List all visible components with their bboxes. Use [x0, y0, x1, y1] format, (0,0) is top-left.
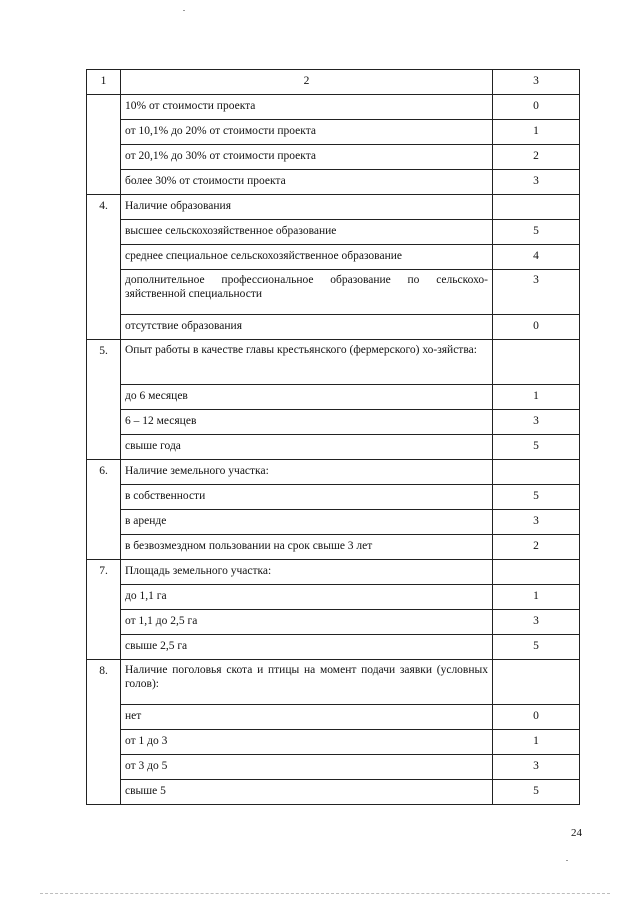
table-row [87, 385, 580, 410]
score-cell: 3 [493, 510, 580, 535]
scan-speck [566, 860, 568, 861]
criterion-text: от 3 до 5 [121, 755, 493, 780]
table-row [87, 270, 580, 315]
criterion-title: Наличие поголовья скота и птицы на момент подачи заявки (условных голов): [121, 660, 493, 705]
criterion-title: Наличие земельного участка: [121, 460, 493, 485]
section-row [87, 660, 580, 705]
score-cell: 1 [493, 120, 580, 145]
criterion-text: высшее сельскохозяйственное образование [121, 220, 493, 245]
criterion-text: до 6 месяцев [121, 385, 493, 410]
score-cell: 5 [493, 635, 580, 660]
score-cell: 3 [493, 755, 580, 780]
score-cell: 1 [493, 730, 580, 755]
table-row [87, 635, 580, 660]
header-col-3: 3 [493, 70, 580, 95]
criterion-text: от 1,1 до 2,5 га [121, 610, 493, 635]
header-col-2: 2 [121, 70, 493, 95]
score-cell: 5 [493, 780, 580, 805]
score-cell [493, 560, 580, 585]
section-row [87, 340, 580, 385]
table-row [87, 315, 580, 340]
criterion-text: в безвозмездном пользовании на срок свыше 3 лет [121, 535, 493, 560]
criterion-title: Опыт работы в качестве главы крестьянского (фермерского) хо-зяйства: [121, 340, 493, 385]
row-number-cell: 6. [87, 460, 121, 560]
score-cell: 0 [493, 95, 580, 120]
score-cell: 5 [493, 435, 580, 460]
criterion-text: в собственности [121, 485, 493, 510]
table-row [87, 585, 580, 610]
score-cell: 0 [493, 315, 580, 340]
section-row [87, 195, 580, 220]
criterion-text: от 10,1% до 20% от стоимости проекта [121, 120, 493, 145]
table-row [87, 145, 580, 170]
score-cell: 3 [493, 610, 580, 635]
criterion-text: свыше года [121, 435, 493, 460]
table-row [87, 435, 580, 460]
score-cell: 2 [493, 145, 580, 170]
criterion-text: 6 – 12 месяцев [121, 410, 493, 435]
row-number-cell: 4. [87, 195, 121, 340]
criterion-text: более 30% от стоимости проекта [121, 170, 493, 195]
criterion-text: нет [121, 705, 493, 730]
criterion-title: Наличие образования [121, 195, 493, 220]
criteria-table [86, 69, 580, 805]
criterion-text: в аренде [121, 510, 493, 535]
criterion-text: свыше 2,5 га [121, 635, 493, 660]
table-row [87, 730, 580, 755]
criterion-text: от 1 до 3 [121, 730, 493, 755]
section-row [87, 460, 580, 485]
criterion-text: дополнительное профессиональное образование по сельскохо-зяйственной специальности [121, 270, 493, 315]
criterion-text: отсутствие образования [121, 315, 493, 340]
score-cell [493, 660, 580, 705]
criterion-text: 10% от стоимости проекта [121, 95, 493, 120]
table-row [87, 410, 580, 435]
scan-speck [183, 10, 185, 11]
criterion-text: до 1,1 га [121, 585, 493, 610]
page-number: 24 [571, 827, 582, 839]
table-row [87, 610, 580, 635]
criterion-text: среднее специальное сельскохозяйственное образование [121, 245, 493, 270]
table-row [87, 780, 580, 805]
score-cell [493, 460, 580, 485]
table-row [87, 120, 580, 145]
table-row [87, 95, 580, 120]
scan-bottom-edge [40, 893, 610, 895]
criterion-text: свыше 5 [121, 780, 493, 805]
table-row [87, 535, 580, 560]
row-number-cell: 5. [87, 340, 121, 460]
table-row [87, 510, 580, 535]
score-cell: 4 [493, 245, 580, 270]
criterion-text: от 20,1% до 30% от стоимости проекта [121, 145, 493, 170]
row-number-cell: 8. [87, 660, 121, 805]
table-row [87, 705, 580, 730]
section-row [87, 560, 580, 585]
score-cell: 0 [493, 705, 580, 730]
score-cell: 2 [493, 535, 580, 560]
criterion-title: Площадь земельного участка: [121, 560, 493, 585]
score-cell [493, 340, 580, 385]
score-cell: 5 [493, 485, 580, 510]
score-cell: 3 [493, 170, 580, 195]
table-row [87, 220, 580, 245]
score-cell [493, 195, 580, 220]
table-row [87, 170, 580, 195]
table-row [87, 485, 580, 510]
row-number-cell: 7. [87, 560, 121, 660]
table-header-row [87, 70, 580, 95]
score-cell: 1 [493, 385, 580, 410]
score-cell: 3 [493, 270, 580, 315]
score-cell: 3 [493, 410, 580, 435]
row-number-cell [87, 95, 121, 195]
table-row [87, 245, 580, 270]
header-col-1: 1 [87, 70, 121, 95]
table-row [87, 755, 580, 780]
score-cell: 5 [493, 220, 580, 245]
score-cell: 1 [493, 585, 580, 610]
